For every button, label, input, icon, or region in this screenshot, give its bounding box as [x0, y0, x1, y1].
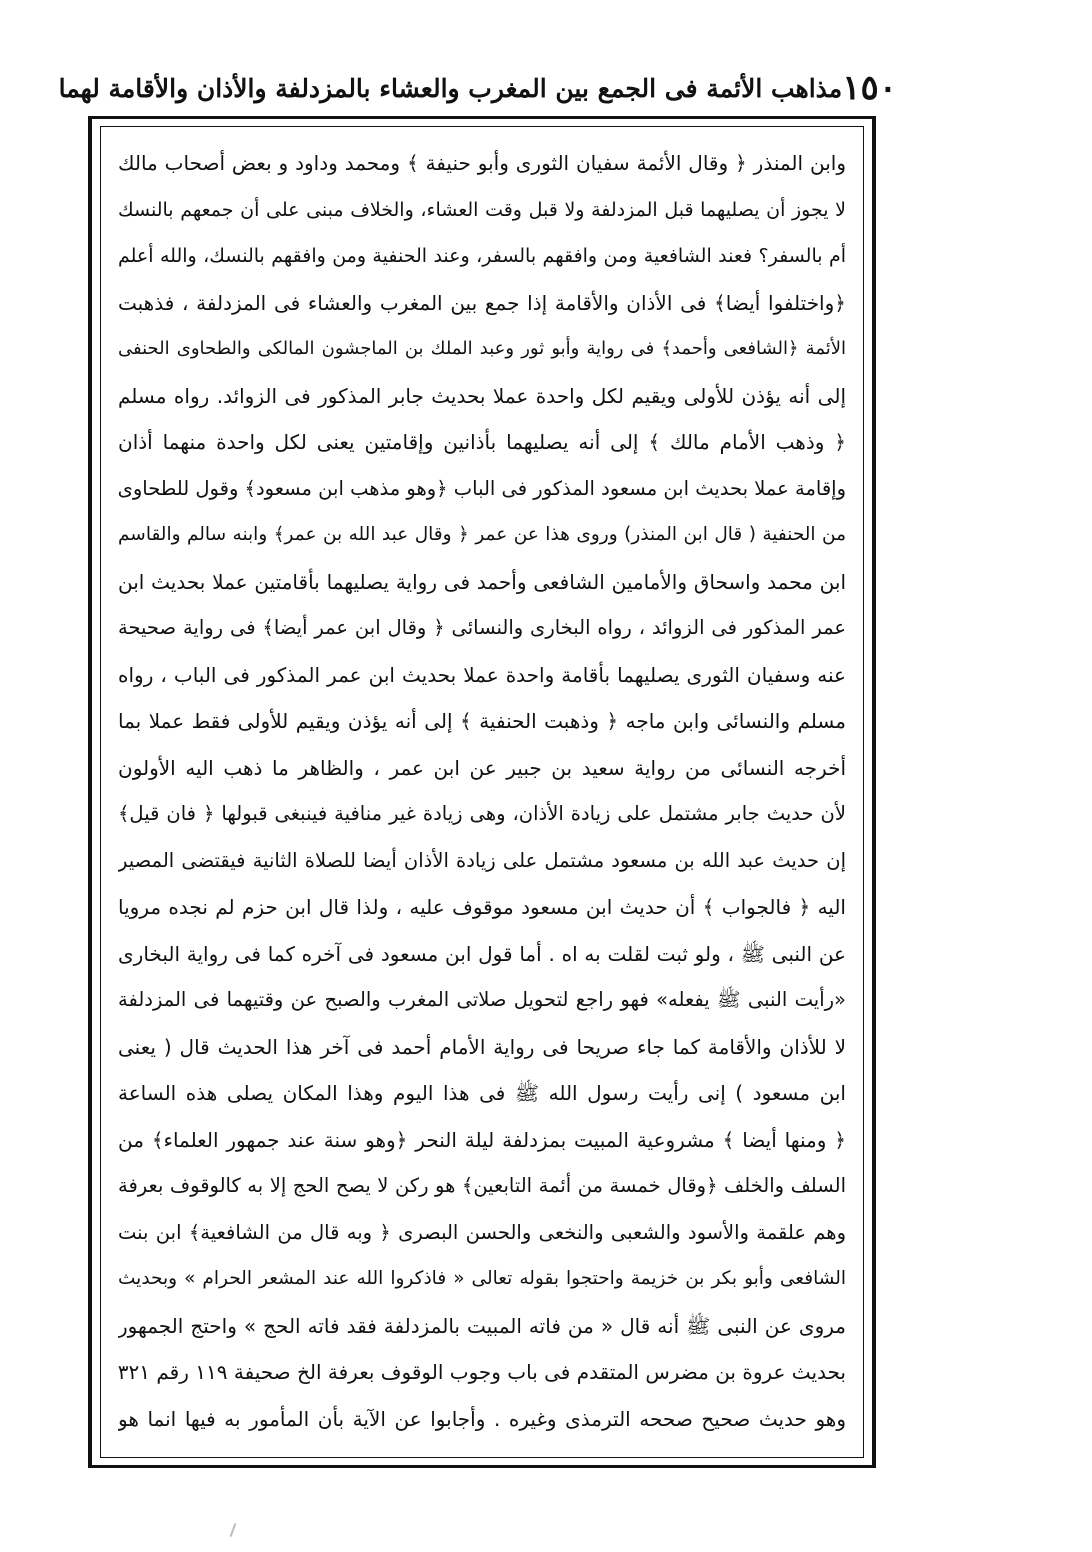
text-line: ابن مسعود ) إنى رأيت رسول الله ﷺ فى هذا اليوم وهذا المكان يصلى هذه الساعة	[118, 1081, 846, 1105]
text-line: مسلم والنسائى وابن ماجه ﴿ وذهبت الحنفية ﴾ إلى أنه يؤذن ويقيم للأولى فقط عملا بما	[118, 709, 846, 733]
text-line: لأن حديث جابر مشتمل على زيادة الأذان، وهى زيادة غير منافية فينبغى قبولها ﴿ فان قيل﴾	[118, 802, 846, 825]
text-line: إلى أنه يؤذن للأولى ويقيم لكل واحدة عملا بحديث جابر المذكور فى الزوائد. رواه مسلم	[118, 383, 846, 408]
text-line: السلف والخلف ﴿وقال خمسة من أئمة التابعين﴾ هو ركن لا يصح الحج إلا به كالوقوف بعرفة	[118, 1174, 846, 1197]
text-line: من الحنفية ( قال ابن المنذر) وروى هذا عن عمر ﴿ وقال عبد الله بن عمر﴾ وابنه سالم والقاسم	[118, 524, 846, 545]
text-line: لا يجوز أن يصليهما قبل المزدلفة ولا قبل وقت العشاء، والخلاف مبنى على أن جمعهم بالنسك	[118, 198, 846, 221]
text-line: مروى عن النبى ﷺ أنه قال « من فاته المبيت بالمزدلفة فقد فاته الحج » واحتج الجمهور	[118, 1313, 846, 1338]
text-line: إن حديث عبد الله بن مسعود مشتمل على زيادة الأذان أيضا للصلاة الثانية فيقتضى المصير	[118, 848, 846, 872]
text-line: ﴿واختلفوا أيضا﴾ فى الأذان والأقامة إذا جمع بين المغرب والعشاء فى المزدلفة ، فذهبت	[118, 290, 846, 315]
text-line: أخرجه النسائى من رواية سعيد بن جبير عن ابن عمر ، والظاهر ما ذهب اليه الأولون	[118, 755, 846, 780]
text-line: وهو حديث صحيح صححه الترمذى وغيره . وأجابوا عن الآية بأن المأمور به فيها انما هو	[118, 1406, 846, 1431]
text-line: «رأيت النبى ﷺ يفعله» فهو راجع لتحويل صلاتى المغرب والصبح عن وقتيهما فى المزدلفة	[118, 988, 846, 1011]
text-line: لا للأذان والأقامة كما جاء صريحا فى رواية الأمام أحمد فى آخر هذا الحديث قال ( يعنى	[118, 1034, 846, 1059]
text-line: الأئمة ﴿الشافعى وأحمد﴾ فى رواية وأبو ثور وعبد الملك بن الماجشون المالكى والطحاوى الحنفى	[118, 338, 846, 359]
text-line: عمر المذكور فى الزوائد ، رواه البخارى والنسائى ﴿ وقال ابن عمر أيضا﴾ فى رواية صحيحة	[118, 616, 846, 639]
text-line: عن النبى ﷺ ، ولو ثبت لقلت به اه . أما قول ابن مسعود فى آخره كما فى رواية البخارى	[118, 941, 846, 966]
text-line: ﴿ وذهب الأمام مالك ﴾ إلى أنه يصليهما بأذانين وإقامتين يعنى لكل واحدة منهما أذان	[118, 430, 846, 454]
text-line: وإقامة عملا بحديث ابن مسعود المذكور فى الباب ﴿وهو مذهب ابن مسعود﴾ وقول للطحاوى	[118, 476, 846, 500]
text-line: وابن المنذر ﴿ وقال الأئمة سفيان الثورى وأبو حنيفة ﴾ ومحمد وداود و بعض أصحاب مالك	[118, 151, 846, 175]
text-line: الشافعى وأبو بكر بن خزيمة واحتجوا بقوله تعالى « فاذكروا الله عند المشعر الحرام » وبحديث	[118, 1268, 846, 1289]
scan-mark	[230, 1523, 237, 1537]
text-line: ﴿ ومنها أيضا ﴾ مشروعية المبيت بمزدلفة ليلة النحر ﴿وهو سنة عند جمهور العلماء﴾ من	[118, 1127, 846, 1152]
page-number: ١٥٠	[842, 68, 897, 108]
text-line: وهم علقمة والأسود والشعبى والنخعى والحسن البصرى ﴿ وبه قال من الشافعية﴾ ابن بنت	[118, 1220, 846, 1244]
page-header	[58, 58, 897, 118]
body-text	[118, 140, 846, 1442]
text-line: عنه وسفيان الثورى يصليهما بأقامة واحدة عملا بحديث ابن عمر المذكور فى الباب ، رواه	[118, 662, 846, 687]
text-line: أم بالسفر؟ فعند الشافعية ومن وافقهم بالسفر، وعند الحنفية ومن وافقهم بالنسك، والله أعلم	[118, 245, 846, 267]
text-line: اليه ﴿ فالجواب ﴾ أن حديث ابن مسعود موقوف عليه ، ولذا قال ابن حزم لم نجده مرويا	[118, 895, 846, 919]
running-title: مذاهب الأئمة فى الجمع بين المغرب والعشاء بالمزدلفة والأذان والأقامة لهما	[58, 73, 843, 103]
text-line: بحديث عروة بن مضرس المتقدم فى باب وجوب الوقوف بعرفة الخ صحيفة ١١٩ رقم ٣٢١	[118, 1360, 846, 1384]
text-line: ابن محمد واسحاق والأمامين الشافعى وأحمد فى رواية يصليهما بأقامتين عملا بحديث ابن	[118, 569, 846, 594]
